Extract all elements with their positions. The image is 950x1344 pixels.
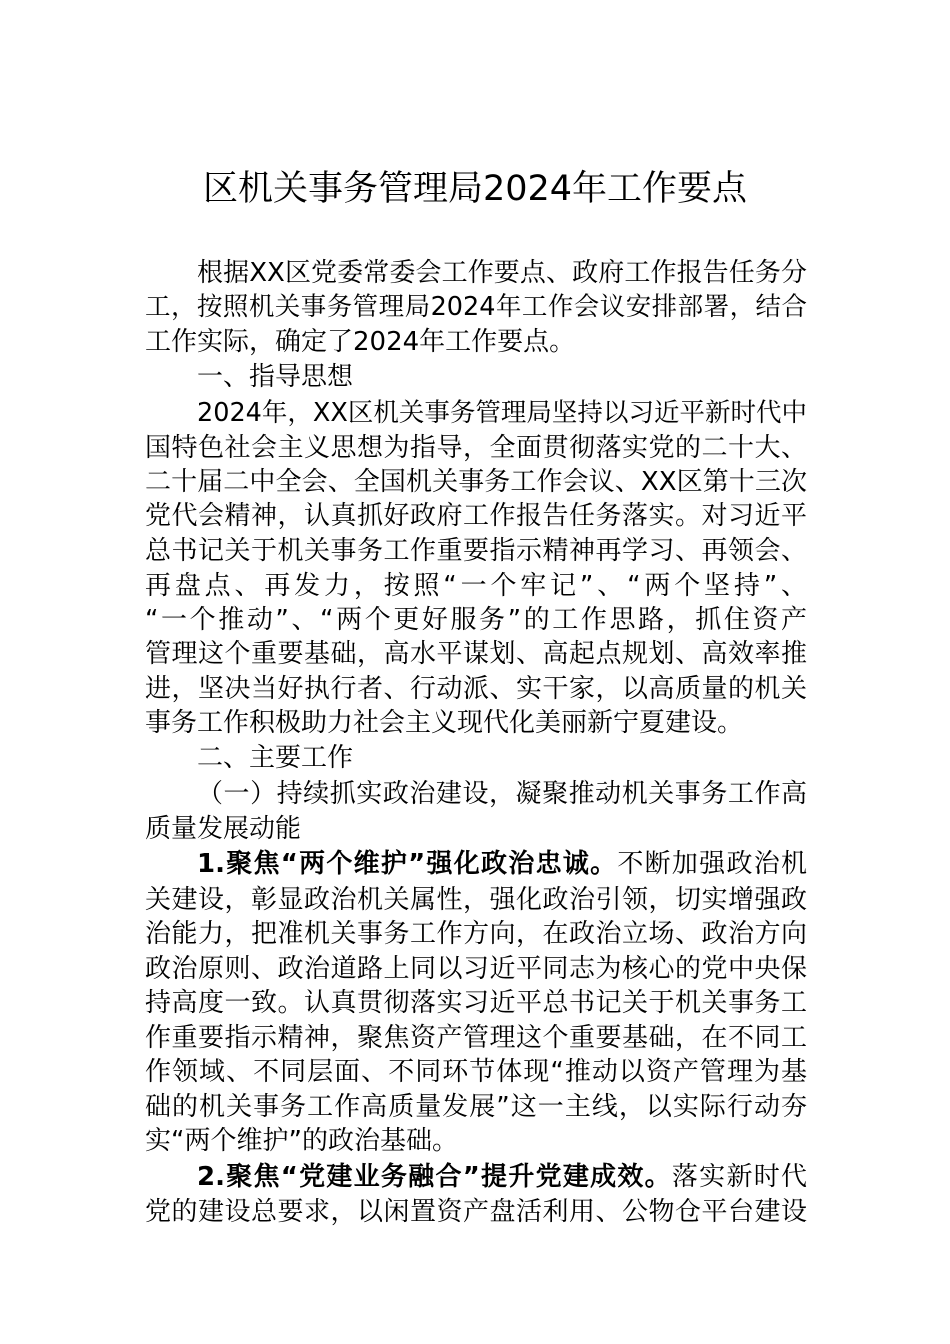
paragraph-line: 作领域、不同层面、不同环节体现“推动以资产管理为基 (145, 1057, 807, 1087)
paragraph-line: 党代会精神，认真抓好政府工作报告任务落实。对习近平 (145, 501, 807, 531)
paragraph-line: 总书记关于机关事务工作重要指示精神再学习、再领会、 (145, 536, 807, 566)
paragraph-line: 持高度一致。认真贯彻落实习近平总书记关于机关事务工 (145, 988, 807, 1018)
paragraph-line: 管理这个重要基础，高水平谋划、高起点规划、高效率推 (145, 639, 807, 669)
subsection-heading: （一）持续抓实政治建设，凝聚推动机关事务工作高 (197, 779, 807, 809)
paragraph-line: 事务工作积极助力社会主义现代化美丽新宁夏建设。 (145, 708, 744, 738)
paragraph-line: 2024年，XX区机关事务管理局坚持以习近平新时代中 (197, 398, 807, 428)
paragraph-line: 党的建设总要求，以闲置资产盘活利用、公物仓平台建设 (145, 1197, 807, 1227)
paragraph-line: 治能力，把准机关事务工作方向，在政治立场、政治方向 (145, 919, 807, 949)
paragraph-line: 作重要指示精神，聚焦资产管理这个重要基础，在不同工 (145, 1023, 807, 1053)
subsection-heading: 质量发展动能 (145, 814, 302, 844)
item-2-first-line (197, 1160, 807, 1194)
paragraph-line: 实“两个维护”的政治基础。 (145, 1126, 458, 1156)
paragraph-line: 二十届二中全会、全国机关事务工作会议、XX区第十三次 (145, 467, 807, 497)
paragraph-line: 政治原则、政治道路上同以习近平同志为核心的党中央保 (145, 954, 807, 984)
paragraph-line: 工作实际，确定了2024年工作要点。 (145, 327, 576, 357)
item-2-bold-heading: 2.聚焦“党建业务融合”提升党建成效。 (197, 1162, 672, 1192)
paragraph-line: 根据XX区党委常委会工作要点、政府工作报告任务分 (197, 258, 807, 288)
paragraph-line: 关建设，彰显政治机关属性，强化政治引领，切实增强政 (145, 885, 807, 915)
item-2-text: 落实新时代 (671, 1162, 807, 1192)
item-1-first-line (197, 847, 807, 881)
paragraph-line: 再盘点、再发力，按照“一个牢记”、“两个坚持”、 (145, 571, 807, 601)
item-1-text: 不断加强政治机 (617, 849, 807, 879)
paragraph-line: 工，按照机关事务管理局2024年工作会议安排部署，结合 (145, 292, 807, 322)
item-1-bold-heading: 1.聚焦“两个维护”强化政治忠诚。 (197, 849, 618, 879)
paragraph-line: “一个推动”、“两个更好服务”的工作思路，抓住资产 (145, 605, 807, 635)
paragraph-line: 进，坚决当好执行者、行动派、实干家，以高质量的机关 (145, 674, 807, 704)
document-title: 区机关事务管理局2024年工作要点 (202, 169, 748, 209)
paragraph-line: 础的机关事务工作高质量发展”这一主线，以实际行动夯 (145, 1092, 807, 1122)
section-heading: 二、主要工作 (197, 743, 354, 773)
section-heading: 一、指导思想 (197, 362, 354, 392)
paragraph-line: 国特色社会主义思想为指导，全面贯彻落实党的二十大、 (145, 433, 807, 463)
